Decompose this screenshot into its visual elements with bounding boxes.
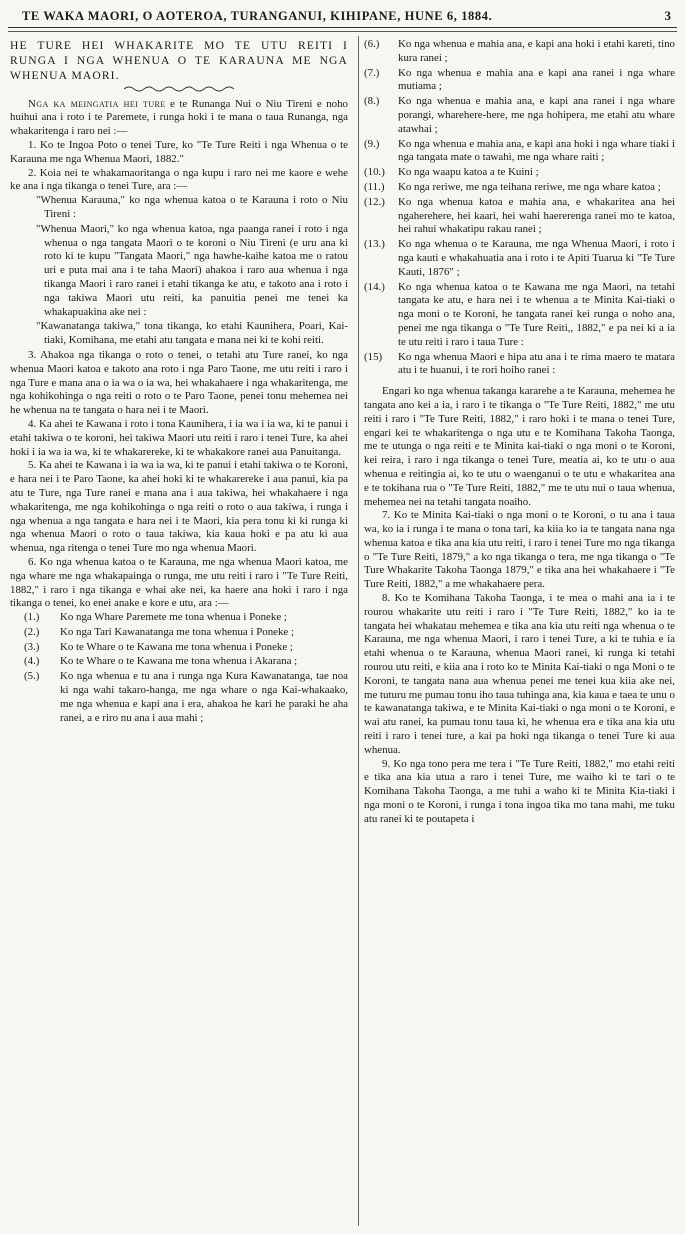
right-column (364, 38, 675, 827)
list-item-number: (11.) (364, 180, 385, 193)
newspaper-masthead: TE WAKA MAORI, O AOTEROA, TURANGANUI, KIHIPANE, HUNE 6, 1884. (22, 9, 493, 23)
list-item-text: Ko nga Whare Paremete me tona whenua i Poneke ; (60, 611, 287, 624)
list-item-number: (1.) (24, 611, 40, 624)
section-8: 8. Ko te Komihana Takoha Taonga, i te mea o mahi ana ia i te rourou whakarite utu reiti i raro i "Te Ture Reiti, 1882," ko ia te tangata hei whakatau mehemea e tika ana kia utu reiti nga whenua o te Karauna, me nga whenua Maori, i raro i tenei Ture, a ki te tuhia e ia etahi whenua o te Karauna, whenua Maori ranei, ki runga ki tetahi rourou utu reiti, e kiia ana i roto ko te Minita Kai-tiaki o nga Moni o te Koroni, te tangata nana aua whenua penei me tenei kua kiia ake nei, me tuturu me pumau tonu iho taua tuhinga ana, kia kaua e taea te unu o te kawanatanga takiwa, e te Minita Kai-tiaki o nga moni o te Koroni, e wai atu ranei, ka pumau tonu taua ki, he whenua era e tika ana kia utu reiti i raro i tenei ture, a kai pa hoki nga tikanga o tenei Ture ki aua whenua. (364, 592, 675, 756)
list-item-text: Ko nga waapu katoa a te Kuini ; (398, 166, 539, 179)
list-item (364, 196, 675, 237)
list-item-text: Ko nga whenua Maori e hipa atu ana i te rima maero te matara atu i te huanui, i te rori hoiho ranei : (398, 350, 675, 377)
enacting-clause-lead: Nga ka meingatia hei ture (28, 97, 166, 110)
list-item (364, 38, 675, 66)
list-item (364, 238, 675, 279)
list-item-number: (7.) (364, 66, 380, 79)
list-item (364, 281, 675, 350)
definition-whenua-karauna: "Whenua Karauna," ko nga whenua katoa o te Karauna i roto o Niu Tireni : (36, 194, 348, 220)
list-item-text: Ko nga whenua e mahia ana, e kapi ana ranei i nga whare porangi, wharehere-here, me nga hohipera, me etahi atu whare atawhai ; (398, 95, 675, 135)
list-item-text: Ko nga whenua katoa e mahia ana, e whakaritea ana hei ngaherehere, hei kaari, hei wahi haererenga ranei mo te katoa, hei rahui whakatipu rakau ranei ; (398, 195, 675, 236)
section-5: 5. Ka ahei te Kawana i ia wa ia wa, ki te panui i etahi takiwa o te Koroni, e hara nei i te Paro Taone, ka ahei hoki ki te whakarereke i aua panui, kia pa atu te Ture, nga Ture ranei e mana ana i aua takiwa, hei whakahaere i nga whakaritenga, me nga kohikohinga o nga reiti o roto o aua takiwa, i runga i nga whenua a nga tangata e hara nei i te Maori, kia pera tonu ki ki runga ki nga whenua Maori o roto o taua takiwa, kia kaua hoki e pa atu ki aua whenua, nga ritenga o tenei Ture mo nga whenua Maori. (10, 459, 348, 555)
section-3: 3. Ahakoa nga tikanga o roto o tenei, o tetahi atu Ture ranei, ko nga whenua Maori katoa e takoto ana roto i nga Paro Taone, me utu reiti i raro i nga Ture e mana ana o ia wa o ia wa, hei whakahaere i nga whakaritenga, me nga kohikohinga o nga reiti o roto o te Paro Taone, penei tonu mehemea nei he whenua na te tangata o hara nei i te Maori. (10, 348, 348, 417)
wavy-ornament-icon (124, 85, 234, 93)
list-item-number: (4.) (24, 655, 40, 668)
list-item-number: (12.) (364, 195, 385, 208)
definition-kawanatanga-takiwa: "Kawanatanga takiwa," tona tikanga, ko etahi Kaunihera, Poari, Kai-tiaki, Komihana, me etahi atu tangata e mana nei ki te kohi reiti. (36, 320, 348, 347)
list-item-number: (2.) (24, 625, 40, 638)
list-item-number: (15) (364, 350, 383, 363)
list-item-text: Ko nga whenua o te Karauna, me nga Whenua Maori, i roto i nga kauti e whakahuatia ana i roto i te Apiti Tuarua ki "Te Ture Kauti, 1876" ; (398, 238, 675, 278)
list-item-number: (8.) (364, 95, 380, 108)
list-item-text: Ko te Whare o te Kawana me tona whenua i Poneke ; (60, 640, 293, 653)
list-item-number: (9.) (364, 137, 380, 150)
list-item (364, 181, 675, 195)
list-item-text: Ko te Whare o te Kawana me tona whenua i Akarana ; (60, 655, 298, 668)
page-number: 3 (664, 8, 671, 23)
list-item-number: (10.) (364, 166, 385, 179)
list-item-number: (13.) (364, 238, 385, 251)
list-item (24, 611, 348, 625)
enacting-clause-rest: e te Runanga Nui o Niu Tireni e noho huihui ana i roto i te Paremete, i runga hoki i te mana o taua Runanga, nga whakaritenga i raro nei :— (10, 97, 348, 138)
list-item (364, 351, 675, 379)
section-2: 2. Koia nei te whakamaoritanga o nga kupu i raro nei me kaore e wehe ke ana i nga tikanga o tenei Ture, ara :— (10, 166, 348, 193)
list-item-number: (14.) (364, 280, 385, 293)
engari-paragraph: Engari ko nga whenua takanga kararehe a te Karauna, mehemea he tangata ano kei a ia, i raro i te tikanga o "Te Ture Reiti, 1882," me utu reiti i raro i "Te Ture Reiti, 1882," i raro hoki i te mana o tenei Ture, engari kei te whakaritenga o nga utu e te Komihana Takoha Taonga, me te utunga o nga reiti e te Minita kai-tiaki o nga moni o te Koroni, kei reira, i raro i nga tikanga o tenei Ture, meatia ai, ko te utu o aua whenua e reitingia ai, ko te utu o waenganui o te utu e whakaritea ana e te tokihana rua o "Te Ture Reiti, 1882," me te utu nui o taua whenua, mehemea nei na tetahi tangata noaiho. (364, 385, 675, 508)
section-1: 1. Ko te Ingoa Poto o tenei Ture, ko "Te Ture Reiti i nga Whenua o te Karauna me nga Whenua Maori, 1882." (10, 139, 348, 165)
enacting-clause (10, 98, 348, 139)
exemption-list-right (364, 38, 675, 378)
article-title: HE TURE HEI WHAKARITE MO TE UTU REITI I RUNGA I NGA WHENUA O TE KARAUNA ME NGA WHENUA MAORI. (10, 39, 348, 83)
list-item (364, 95, 675, 136)
header-rule (8, 31, 677, 32)
list-item-text: Ko nga whenua e tu ana i runga nga Kura Kawanatanga, tae noa ki nga wahi takaro-hanga, me nga whare o nga Kai-whakaako, me nga whenua e kapi ana i era, ahakoa he kari he paraki he aha ranei, a e riro nu ana i aua mahi ; (60, 670, 348, 724)
list-item-number: (5.) (24, 670, 40, 683)
list-item (24, 626, 348, 640)
left-column (10, 38, 348, 726)
list-item-number: (6.) (364, 38, 380, 50)
list-item (364, 67, 675, 95)
page-header (8, 6, 677, 28)
list-item (24, 655, 348, 669)
exemption-list-left (24, 611, 348, 725)
list-item-number: (3.) (24, 640, 40, 653)
list-item-text: Ko nga whenua e mahia ana, e kapi ana hoki i nga whare tiaki i nga tangata mate o tawahi, me nga whare raiti ; (398, 137, 675, 164)
list-item (364, 138, 675, 166)
section-4: 4. Ka ahei te Kawana i roto i tona Kaunihera, i ia wa i ia wa, ki te panui i etahi takiwa o te koroni, hei takiwa Maori utu reiti i raro i tenei Ture, ka ahei hoki i ia wa ia wa, ki te whakarereke, ki te whakakore ranei aua Panuitanga. (10, 417, 348, 458)
list-item-text: Ko nga Tari Kawanatanga me tona whenua i Poneke ; (60, 625, 295, 638)
section-7: 7. Ko te Minita Kai-tiaki o nga moni o te Koroni, o tu ana i taua wa, ko ia i runga i te mana o tona tari, ka kiia ko ia te tangata nana nga whenua katoa e tika ana kia utu reiti, i raro i tenei Ture mo nga tikanga o "Te Ture Reiti, 1879," a ko nga tikanga o tera, me nga tikanga o "Te Ture Whakarite Takoha Taonga 1879," e tika ana hei whakahaere i "Te Ture Reiti, 1882," a me whakahaere pera. (364, 509, 675, 591)
list-item-text: Ko nga whenua katoa o te Kawana me nga Maori, na tetahi tangata ke atu, e hara nei i te whenua a te Minita Kai-tiaki o nga moni o te Koroni, he tangata ranei kei runga o noho ana, penei me nga tikanga o "Te Ture Reiti,, 1882," e pa nei ki a ia te utu reiti i raro i taua Ture : (398, 280, 675, 348)
list-item (364, 166, 675, 180)
column-divider (358, 36, 359, 1226)
list-item (24, 670, 348, 725)
definitions (36, 194, 348, 348)
section-9: 9. Ko nga tono pera me tera i "Te Ture Reiti, 1882," mo etahi reiti e tika ana kia utua a raro i tenei Ture, me waiho ki te tari o te Komihana Takoha Taonga, a me tuhi a waho ki te Minita Kia-tiaki i nga moni o te Koroni, i runga i tona ingoa tika mo tana mahi, me tuku atu ranei ki te poutapeta i (364, 757, 675, 825)
list-item (24, 641, 348, 655)
section-6: 6. Ko nga whenua katoa o te Karauna, me nga whenua Maori katoa, me nga whare me nga whakapainga o runga, me utu reiti i raro i "Te Ture Reiti, 1882," i raro i nga tikanga e whai ake nei, ka haere ana hoki i raro i nga tikanga o tenei, ko enei anake e kore e utu, ara :— (10, 555, 348, 610)
list-item-text: Ko nga reriwe, me nga teihana reriwe, me nga whare katoa ; (398, 180, 661, 193)
definition-whenua-maori: "Whenua Maori," ko nga whenua katoa, nga paanga ranei i roto i nga whenua o nga tangata Maori o te koroni o Niu Tireni (e uru ana ki roto ki te kupu "Tangata Maori," nga hawhe-kaihe katoa me o ratou uri e puta mai ana i te taha Maori) ahakoa i raro aua whenua i nga tikanga Maori i raro ranei i etahi tikanga ke atu, e takoto ana i roto i nga takiwa Maori utu reiti, ka panuitia penei me tenei ka whakapuakina ake nei : (36, 222, 348, 318)
list-item-text: Ko nga whenua e mahia ana e kapi ana ranei i nga whare mutiama ; (398, 66, 675, 93)
list-item-text: Ko nga whenua e mahia ana, e kapi ana hoki i etahi kareti, tino kura ranei ; (398, 38, 675, 64)
